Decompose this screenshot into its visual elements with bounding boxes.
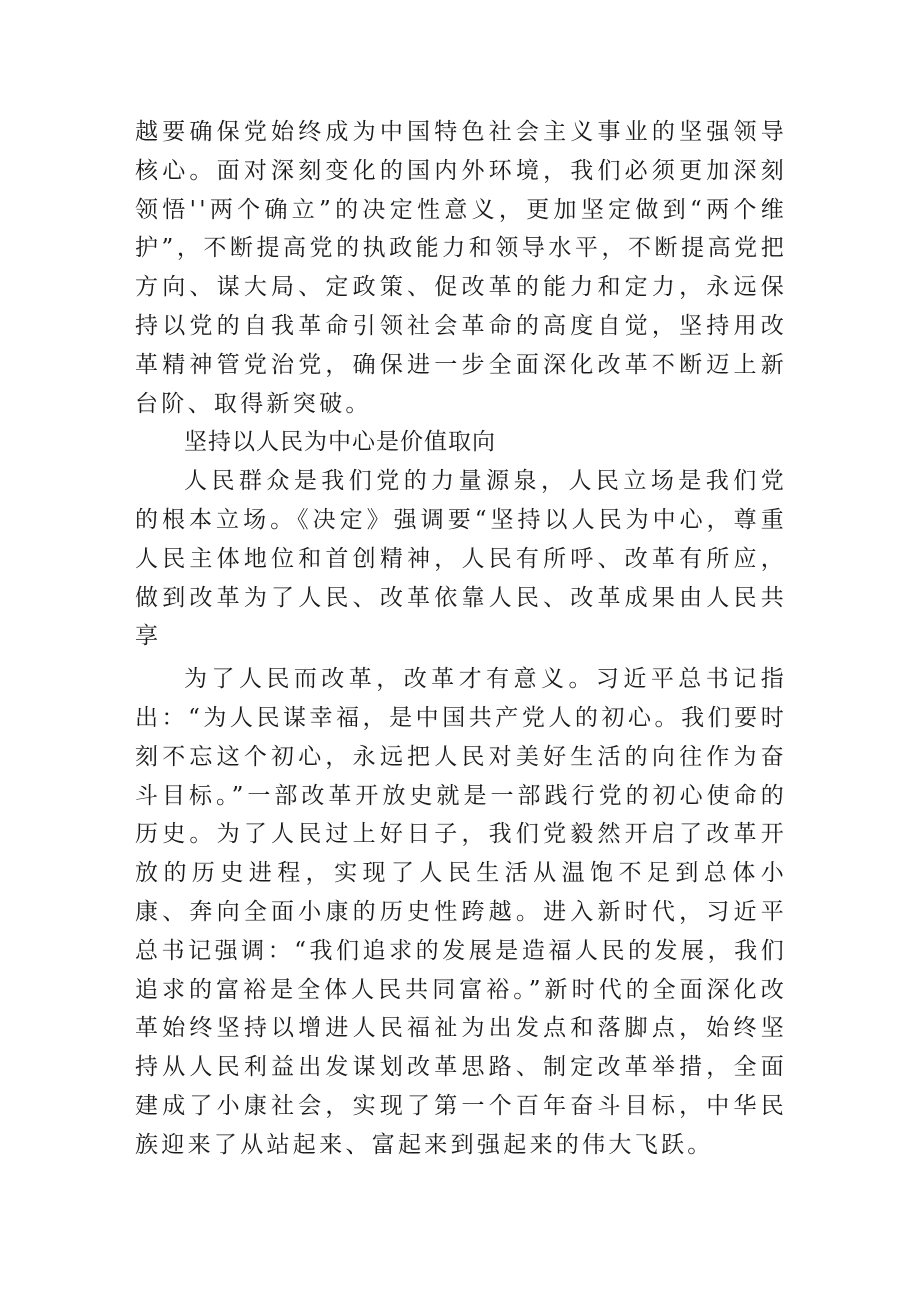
document-page <box>135 113 787 1165</box>
section-heading: 坚持以人民为中心是价值取向 <box>184 429 496 456</box>
paragraph-people-stance: 人民群众是我们党的力量源泉，人民立场是我们党的根本立场。《决定》强调要“坚持以人民为中心，尊重人民主体地位和首创精神，人民有所呼、改革有所应，做到改革为了人民、改革依靠人民、改革成果由人民共享 <box>135 468 787 650</box>
paragraph-continuation: 越要确保党始终成为中国特色社会主义事业的坚强领导核心。面对深刻变化的国内外环境，我们必须更加深刻领悟''两个确立”的决定性意义，更加坚定做到“两个维护”，不断提高党的执政能力和领导水平，不断提高党把方向、谋大局、定政策、促改革的能力和定力，永远保持以党的自我革命引领社会革命的高度自觉，坚持用改革精神管党治党，确保进一步全面深化改革不断迈上新台阶、取得新突破。 <box>135 119 787 417</box>
paragraph-reform-for-people: 为了人民而改革，改革才有意义。习近平总书记指出：“为人民谋幸福，是中国共产党人的初心。我们要时刻不忘这个初心，永远把人民对美好生活的向往作为奋斗目标。”一部改革开放史就是一部践行党的初心使命的历史。为了人民过上好日子，我们党毅然开启了改革开放的历史进程，实现了人民生活从温饱不足到总体小康、奔向全面小康的历史性跨越。进入新时代，习近平总书记强调：“我们追求的发展是造福人民的发展，我们追求的富裕是全体人民共同富裕。”新时代的全面深化改革始终坚持以增进人民福祉为出发点和落脚点，始终坚持从人民利益出发谋划改革思路、制定改革举措，全面建成了小康社会，实现了第一个百年奋斗目标，中华民族迎来了从站起来、富起来到强起来的伟大飞跃。 <box>135 666 787 1158</box>
